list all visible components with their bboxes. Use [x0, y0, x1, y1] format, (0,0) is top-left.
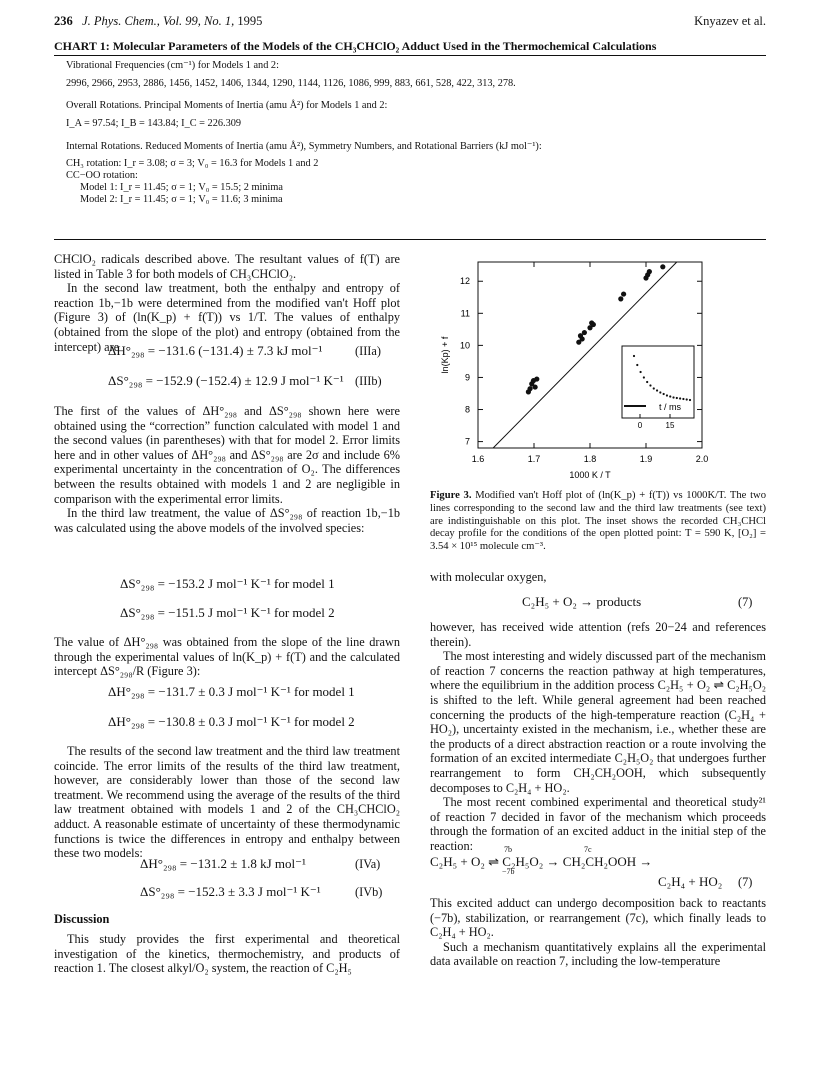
inset-x-label: t / ms [659, 402, 681, 412]
y-tick-label-5: 12 [459, 276, 470, 287]
left-para-5: The value of ΔH°₂₉₈ was obtained from the slope of the line drawn through the experimental values of ln(K_p) + f(T) and the calculated intercept ΔS°₂₉₈/R (Figure 3): [54, 635, 400, 679]
y-axis-label: ln(Kp) + f [440, 336, 450, 374]
inset-point-17 [689, 399, 691, 401]
inset-point-10 [666, 394, 668, 396]
left-para-2: In the second law treatment, both the enthalpy and entropy of reaction 1b,−1b were determined from the modified van't Hoff plot (Figure 3) of (ln(K_p) + f(T)) vs 1/T. The values of enthalpy (obtained from the slope of the plot) and entropy (obtained from the intercept) are [54, 281, 400, 354]
y-tick-label-1: 8 [464, 404, 470, 415]
chart1-title: CHART 1: Molecular Parameters of the Models of the CH₃CHClO₂ Adduct Used in the Thermochemical Calculations [54, 39, 657, 53]
ch3-rotation: CH₃ rotation: I_r = 3.08; σ = 3; V₀ = 16.3 for Models 1 and 2 [66, 158, 319, 169]
inset-point-2 [639, 371, 641, 373]
eq-IIIb: ΔS°₂₉₈ = −152.9 (−152.4) ± 12.9 J mol⁻¹ K⁻¹ [108, 373, 344, 388]
inset-frame [622, 346, 694, 418]
chart1-box [54, 55, 766, 240]
eq-IVa: ΔH°₂₉₈ = −131.2 ± 1.8 kJ mol⁻¹ [140, 856, 306, 871]
eq-7-mechanism-line1: C₂H₅ + O₂ ⇌ C₂H₅O₂ → CH₂CH₂OOH → [430, 854, 653, 869]
x-axis-label: 1000 K / T [569, 470, 611, 480]
inset-point-9 [663, 393, 665, 395]
caption-label: Figure 3. [430, 490, 472, 501]
inset-point-1 [636, 364, 638, 366]
right-para-2: however, has received wide attention (refs 20−24 and references therein). The most interesting and widely discussed part of the mechanism of reaction 7 concerns the reaction pathway at high temperatures, where the equilibrium in the addition process C₂H₅ + O₂ ⇌ C₂H₅O₂ is shifted to the left. While general agreement had been reached concerning the products of the high-temperature reaction (C₂H₄ + HO₂), uncertainty existed in the mechanism, i.e., whether these are the products of a direct abstraction reaction or a route involving the formation of an excited intermediate C₂H₅O₂ that undergoes further rearrangement to form CH₂CH₂OOH, which subsequently decomposes to C₂H₄ + HO₂. The most recent combined experimental and theoretical study²¹ of reaction 7 decided in favor of the mechanism which proceeds through the formation of an excited adduct in the initial step of the reaction: [430, 620, 766, 853]
left-para-6: The results of the second law treatment and the third law treatment coincide. The error limits of the results of the third law treatment, however, are considerably lower than those of the second law treatment. We recommend using the average of the results of the third law treatment obtained with models 1 and 2 of the CH₃CHClO₂ adduct. A reasonable estimate of uncertainty of these thermodynamic functions is twice the differences in entropy and enthalpy between these two models: [54, 744, 400, 861]
header-authors: Knyazev et al. [694, 14, 766, 28]
inset-tick-label-0: 0 [637, 421, 643, 430]
data-point-13 [618, 296, 623, 301]
eq-IIIa: ΔH°₂₉₈ = −131.6 (−131.4) ± 7.3 kJ mol⁻¹ [108, 343, 323, 358]
eq-IVb-tag: (IVb) [355, 885, 383, 899]
eq-7: C₂H₅ + O₂ → products [522, 594, 642, 609]
inset-point-8 [659, 391, 661, 393]
eq-7c-label: 7c [584, 845, 592, 854]
inset-point-0 [633, 355, 635, 357]
eq-IVb: ΔS°₂₉₈ = −152.3 ± 3.3 J mol⁻¹ K⁻¹ [140, 884, 321, 899]
x-tick-label-4: 2.0 [695, 454, 709, 464]
journal-volume: Vol. 99, [163, 14, 201, 28]
inset-point-13 [676, 397, 678, 399]
page-number: 236 [54, 14, 73, 28]
left-para-3: The first of the values of ΔH°₂₉₈ and ΔS°₂₉₈ shown here were obtained using the “correction” function calculated with model 1 and the second values (in parentheses) with that for model 2. Error limits here and in other values of ΔH°₂₉₈ and ΔS°₂₉₈ are 2σ and include 6% experimental uncertainty in the concentration of O₂. The differences between the results obtained with models 1 and 2 are negligible in comparison with the experimental error limits. In the third law treatment, the value of ΔS°₂₉₈ of reaction 1b,−1b was calculated using the above models of the involved species: [54, 404, 400, 535]
data-point-12 [591, 322, 596, 327]
inset-point-14 [679, 397, 681, 399]
caption-text: Modified van't Hoff plot of (ln(K_p) + f(T)) vs 1000K/T. The two lines corresponding to the second law and the third law treatments (see text) are indistinguishable on this plot. The inset shows the recorded CH₃CHCl decay profile for the conditions of the open plotted point: T = 590 K, [O₂] = 3.54 × 10¹⁵ molecule cm⁻³. [430, 490, 766, 553]
header-left [54, 14, 262, 29]
x-tick-label-0: 1.6 [471, 454, 485, 464]
x-tick-label-2: 1.8 [583, 454, 597, 464]
data-point-17 [647, 269, 652, 274]
inset-point-4 [646, 381, 648, 383]
y-tick-label-2: 9 [464, 372, 470, 383]
journal-name: J. Phys. Chem., [82, 14, 160, 28]
y-tick-label-4: 11 [460, 308, 470, 319]
eq-7-mechanism-line2: C₂H₄ + HO₂ [658, 874, 723, 889]
eq-IIIb-tag: (IIIb) [355, 374, 382, 388]
journal-issue: No. 1, [204, 14, 235, 28]
right-para-1: with molecular oxygen, [430, 570, 547, 584]
eq-7-mechanism-tag: (7) [738, 875, 753, 889]
right-para-4: The most recent combined experimental and theoretical study²¹ of reaction 7 decided in favor of the mechanism which proceeds through the formation of an excited adduct in the initial step of the reaction: [430, 795, 766, 853]
model2-params: Model 2: I_r = 11.45; σ = 1; V₀ = 11.6; 3 minima [80, 194, 283, 205]
eq-minus7b-label: −7b [502, 867, 515, 876]
eq-h-model1: ΔH°₂₉₈ = −131.7 ± 0.3 J mol⁻¹ K⁻¹ for model 1 [108, 684, 355, 699]
left-para-4: In the third law treatment, the value of ΔS°₂₉₈ of reaction 1b,−1b was calculated using the above models of the involved species: [54, 506, 400, 535]
rot-values: I_A = 97.54; I_B = 143.84; I_C = 226.309 [66, 118, 242, 129]
data-point-4 [533, 384, 538, 389]
figure-3-caption [430, 490, 766, 554]
vib-title: Vibrational Frequencies (cm⁻¹) for Models 1 and 2: [66, 60, 279, 71]
vib-values: 2996, 2966, 2953, 2886, 1456, 1452, 1406, 1344, 1290, 1144, 1126, 1086, 999, 883, 661, 528, 422, 313, 278. [66, 78, 516, 89]
eq-IVa-tag: (IVa) [355, 857, 381, 871]
ccoo-rotation: CC−OO rotation: [66, 170, 138, 181]
data-point-14 [621, 291, 626, 296]
right-para-5: This excited adduct can undergo decomposition back to reactants (−7b), stabilization, or rearrangement (7c), which finally leads to C₂H₄ + HO₂. Such a mechanism quantitatively explains all the experimental data available on reaction 7, including the low-temperature [430, 896, 766, 969]
inset-point-16 [686, 398, 688, 400]
running-header [54, 14, 766, 32]
eq-h-model2: ΔH°₂₉₈ = −130.8 ± 0.3 J mol⁻¹ K⁻¹ for model 2 [108, 714, 355, 729]
data-point-9 [582, 330, 587, 335]
eq-7-tag: (7) [738, 595, 753, 609]
data-point-18 [660, 264, 665, 269]
left-para-7: This study provides the first experimental and theoretical investigation of the kinetics, thermochemistry, and products of reaction 1. The closest alkyl/O₂ system, the reaction of C₂H₅ [54, 932, 400, 976]
inset-tick-label-1: 15 [665, 421, 675, 430]
data-point-1 [527, 386, 532, 391]
int-title: Internal Rotations. Reduced Moments of Inertia (amu Å²), Symmetry Numbers, and Rotational Barriers (kJ mol⁻¹): [66, 141, 542, 152]
inset-point-6 [653, 387, 655, 389]
inset-point-5 [649, 384, 651, 386]
right-para-6: Such a mechanism quantitatively explains all the experimental data available on reaction 7, including the low-temperature [430, 939, 766, 969]
x-tick-label-3: 1.9 [639, 454, 653, 464]
data-point-8 [580, 336, 585, 341]
journal-year: 1995 [237, 14, 263, 28]
eq-s-model1: ΔS°₂₉₈ = −153.2 J mol⁻¹ K⁻¹ for model 1 [120, 576, 335, 591]
x-tick-label-1: 1.7 [527, 454, 541, 464]
y-tick-label-0: 7 [464, 436, 470, 447]
right-para-3: The most interesting and widely discussed part of the mechanism of reaction 7 concerns the reaction pathway at high temperatures, where the equilibrium in the addition process C₂H₅ + O₂ ⇌ C₂H₅O₂ is shifted to the left. While general agreement had been reached concerning the products of the high-temperature reaction (C₂H₄ + HO₂), uncertainty existed in the mechanism, i.e., whether these are the products of a direct abstraction reaction or a route involving the formation of an excited intermediate C₂H₅O₂ that undergoes further rearrangement to form CH₂CH₂OOH, which subsequently decomposes to C₂H₄ + HO₂. [430, 649, 766, 795]
left-para-1: CHClO₂ radicals described above. The resultant values of f(T) are listed in Table 3 for both models of CH₃CHClO₂. In the second law treatment, both the enthalpy and entropy of reaction 1b,−1b were determined from the modified van't Hoff plot (Figure 3) of (ln(K_p) + f(T)) vs 1/T. The values of enthalpy (obtained from the slope of the plot) and entropy (obtained from the intercept) are [54, 252, 400, 354]
eq-IIIa-tag: (IIIa) [355, 344, 381, 358]
figure-3-plot [430, 250, 766, 482]
inset-point-3 [643, 376, 645, 378]
section-discussion: Discussion [54, 912, 110, 926]
rot-title: Overall Rotations. Principal Moments of Inertia (amu Å²) for Models 1 and 2: [66, 100, 388, 111]
y-tick-label-3: 10 [459, 340, 470, 351]
eq-7b-label: 7b [504, 845, 512, 854]
inset-point-7 [656, 389, 658, 391]
model1-params: Model 1: I_r = 11.45; σ = 1; V₀ = 15.5; 2 minima [80, 182, 283, 193]
inset-point-12 [672, 396, 674, 398]
inset-point-11 [669, 395, 671, 397]
eq-7-mechanism [430, 845, 766, 890]
eq-s-model2: ΔS°₂₉₈ = −151.5 J mol⁻¹ K⁻¹ for model 2 [120, 605, 335, 620]
inset-point-15 [682, 398, 684, 400]
data-point-5 [534, 376, 539, 381]
